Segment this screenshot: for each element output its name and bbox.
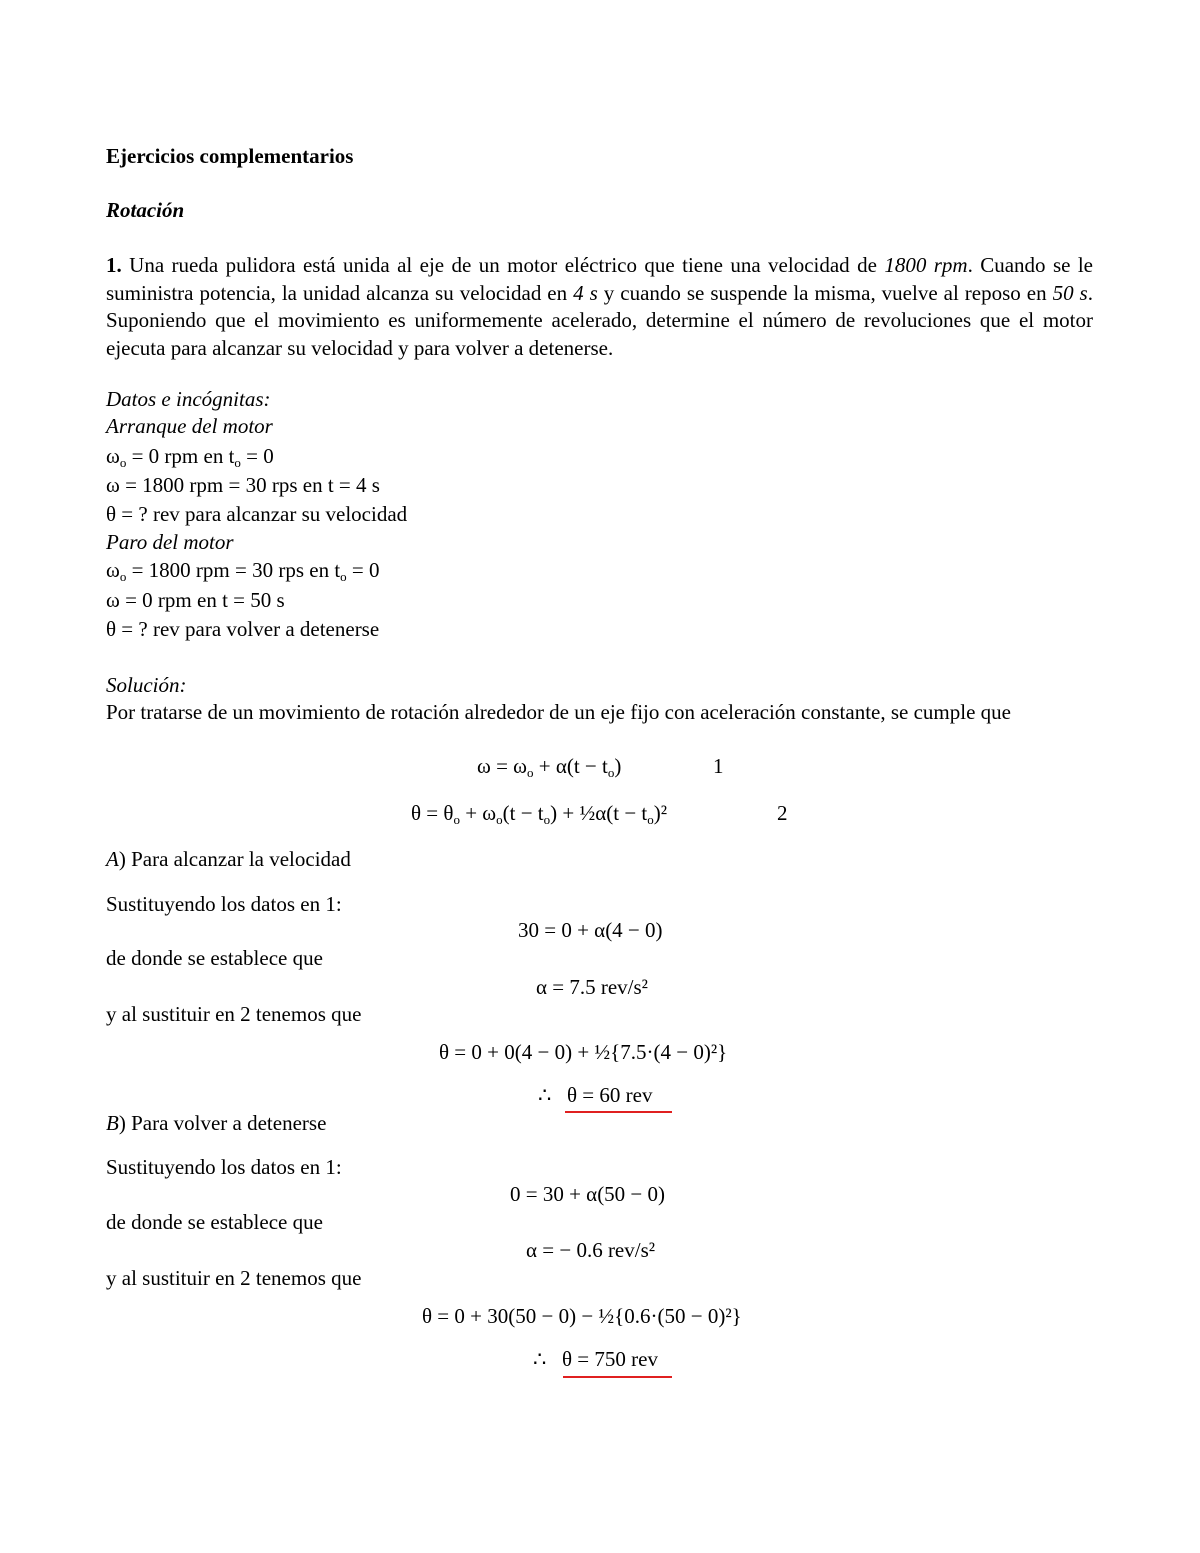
- part-a-equation: 30 = 0 + α(4 − 0): [518, 918, 663, 942]
- part-b-alpha: α = − 0.6 rev/s²: [526, 1238, 656, 1262]
- problem-text-3: y cuando se suspende la misma, vuelve al reposo en: [597, 280, 1053, 305]
- dato-paro-1: $\omega_o = 1800$ rpm = 30 rps en $t_o = 0$: [106, 558, 380, 584]
- paro-heading: Paro del motor: [106, 530, 234, 554]
- part-a-result-underline: [565, 1111, 672, 1113]
- part-a-result: θ = 60 rev: [567, 1083, 653, 1107]
- part-b-donde-label: de donde se establece que: [106, 1210, 323, 1234]
- dato-arranque-2: ω = 1800 rpm = 30 rps en t = 4 s: [106, 473, 380, 497]
- part-b-al-sustituir-label: y al sustituir en 2 tenemos que: [106, 1266, 362, 1290]
- section-heading: Rotación: [106, 198, 185, 222]
- dato-arranque-1: $\omega_o = 0$ rpm en $t_o = 0$: [106, 444, 274, 470]
- solucion-intro: Por tratarse de un movimiento de rotación alrededor de un eje fijo con aceleración constante, se cumple que: [106, 700, 1011, 724]
- part-a-donde-label: de donde se establece que: [106, 946, 323, 970]
- datos-heading: Datos e incógnitas:: [106, 387, 271, 411]
- problem-value-rpm: 1800 rpm: [884, 253, 968, 277]
- part-a-alpha: α = 7.5 rev/s²: [536, 975, 648, 999]
- solucion-heading: Solución:: [106, 673, 187, 697]
- equation-1-number: 1: [713, 754, 724, 778]
- part-a-substitution-label: Sustituyendo los datos en 1:: [106, 892, 342, 916]
- part-b-result-underline: [563, 1376, 672, 1378]
- problem-text-1: Una rueda pulidora está unida al eje de un motor eléctrico que tiene una velocidad de: [121, 253, 885, 277]
- part-b-substitution-label: Sustituyendo los datos en 1:: [106, 1155, 342, 1179]
- problem-statement: [106, 252, 1093, 362]
- part-b-heading: B) Para volver a detenerse: [106, 1111, 327, 1135]
- dato-paro-3: θ = ? rev para volver a detenerse: [106, 617, 380, 641]
- arranque-heading: Arranque del motor: [106, 414, 273, 438]
- equation-2: $\theta = \theta_o + \omega_o(t - t_o)$ + ½α(t − $t_o)^2$: [411, 801, 668, 827]
- problem-text-4: . Suponiendo que el movimiento es uniformemente acelerado, determine el número de revoluciones que el motor ejecuta para alcanzar su velocidad y para volver a detenerse.: [106, 280, 1093, 360]
- part-a-therefore-icon: ∴: [538, 1083, 552, 1107]
- problem-value-4s: 4 s: [573, 280, 598, 305]
- part-a-heading: A) Para alcanzar la velocidad: [106, 847, 351, 871]
- equation-2-number: 2: [777, 801, 788, 825]
- part-b-theta-equation: θ = 0 + 30(50 − 0) − ½{0.6·(50 − 0)²}: [422, 1304, 742, 1328]
- part-a-al-sustituir-label: y al sustituir en 2 tenemos que: [106, 1002, 362, 1026]
- problem-number: 1.: [106, 253, 122, 277]
- part-b-therefore-icon: ∴: [533, 1347, 547, 1371]
- problem-text-2: . Cuando se le suministra potencia, la unidad alcanza su velocidad en: [106, 253, 1093, 305]
- dato-paro-2: ω = 0 rpm en t = 50 s: [106, 588, 285, 612]
- page-title: Ejercicios complementarios: [106, 144, 354, 168]
- part-b-result: θ = 750 rev: [562, 1347, 658, 1371]
- part-b-equation: 0 = 30 + α(50 − 0): [510, 1182, 666, 1206]
- equation-1: $\omega = \omega_o + \alpha(t - t_o)$: [477, 754, 622, 780]
- part-a-theta-equation: θ = 0 + 0(4 − 0) + ½{7.5·(4 − 0)²}: [439, 1040, 728, 1064]
- dato-arranque-3: θ = ? rev para alcanzar su velocidad: [106, 502, 408, 526]
- problem-value-50s: 50 s: [1052, 280, 1088, 305]
